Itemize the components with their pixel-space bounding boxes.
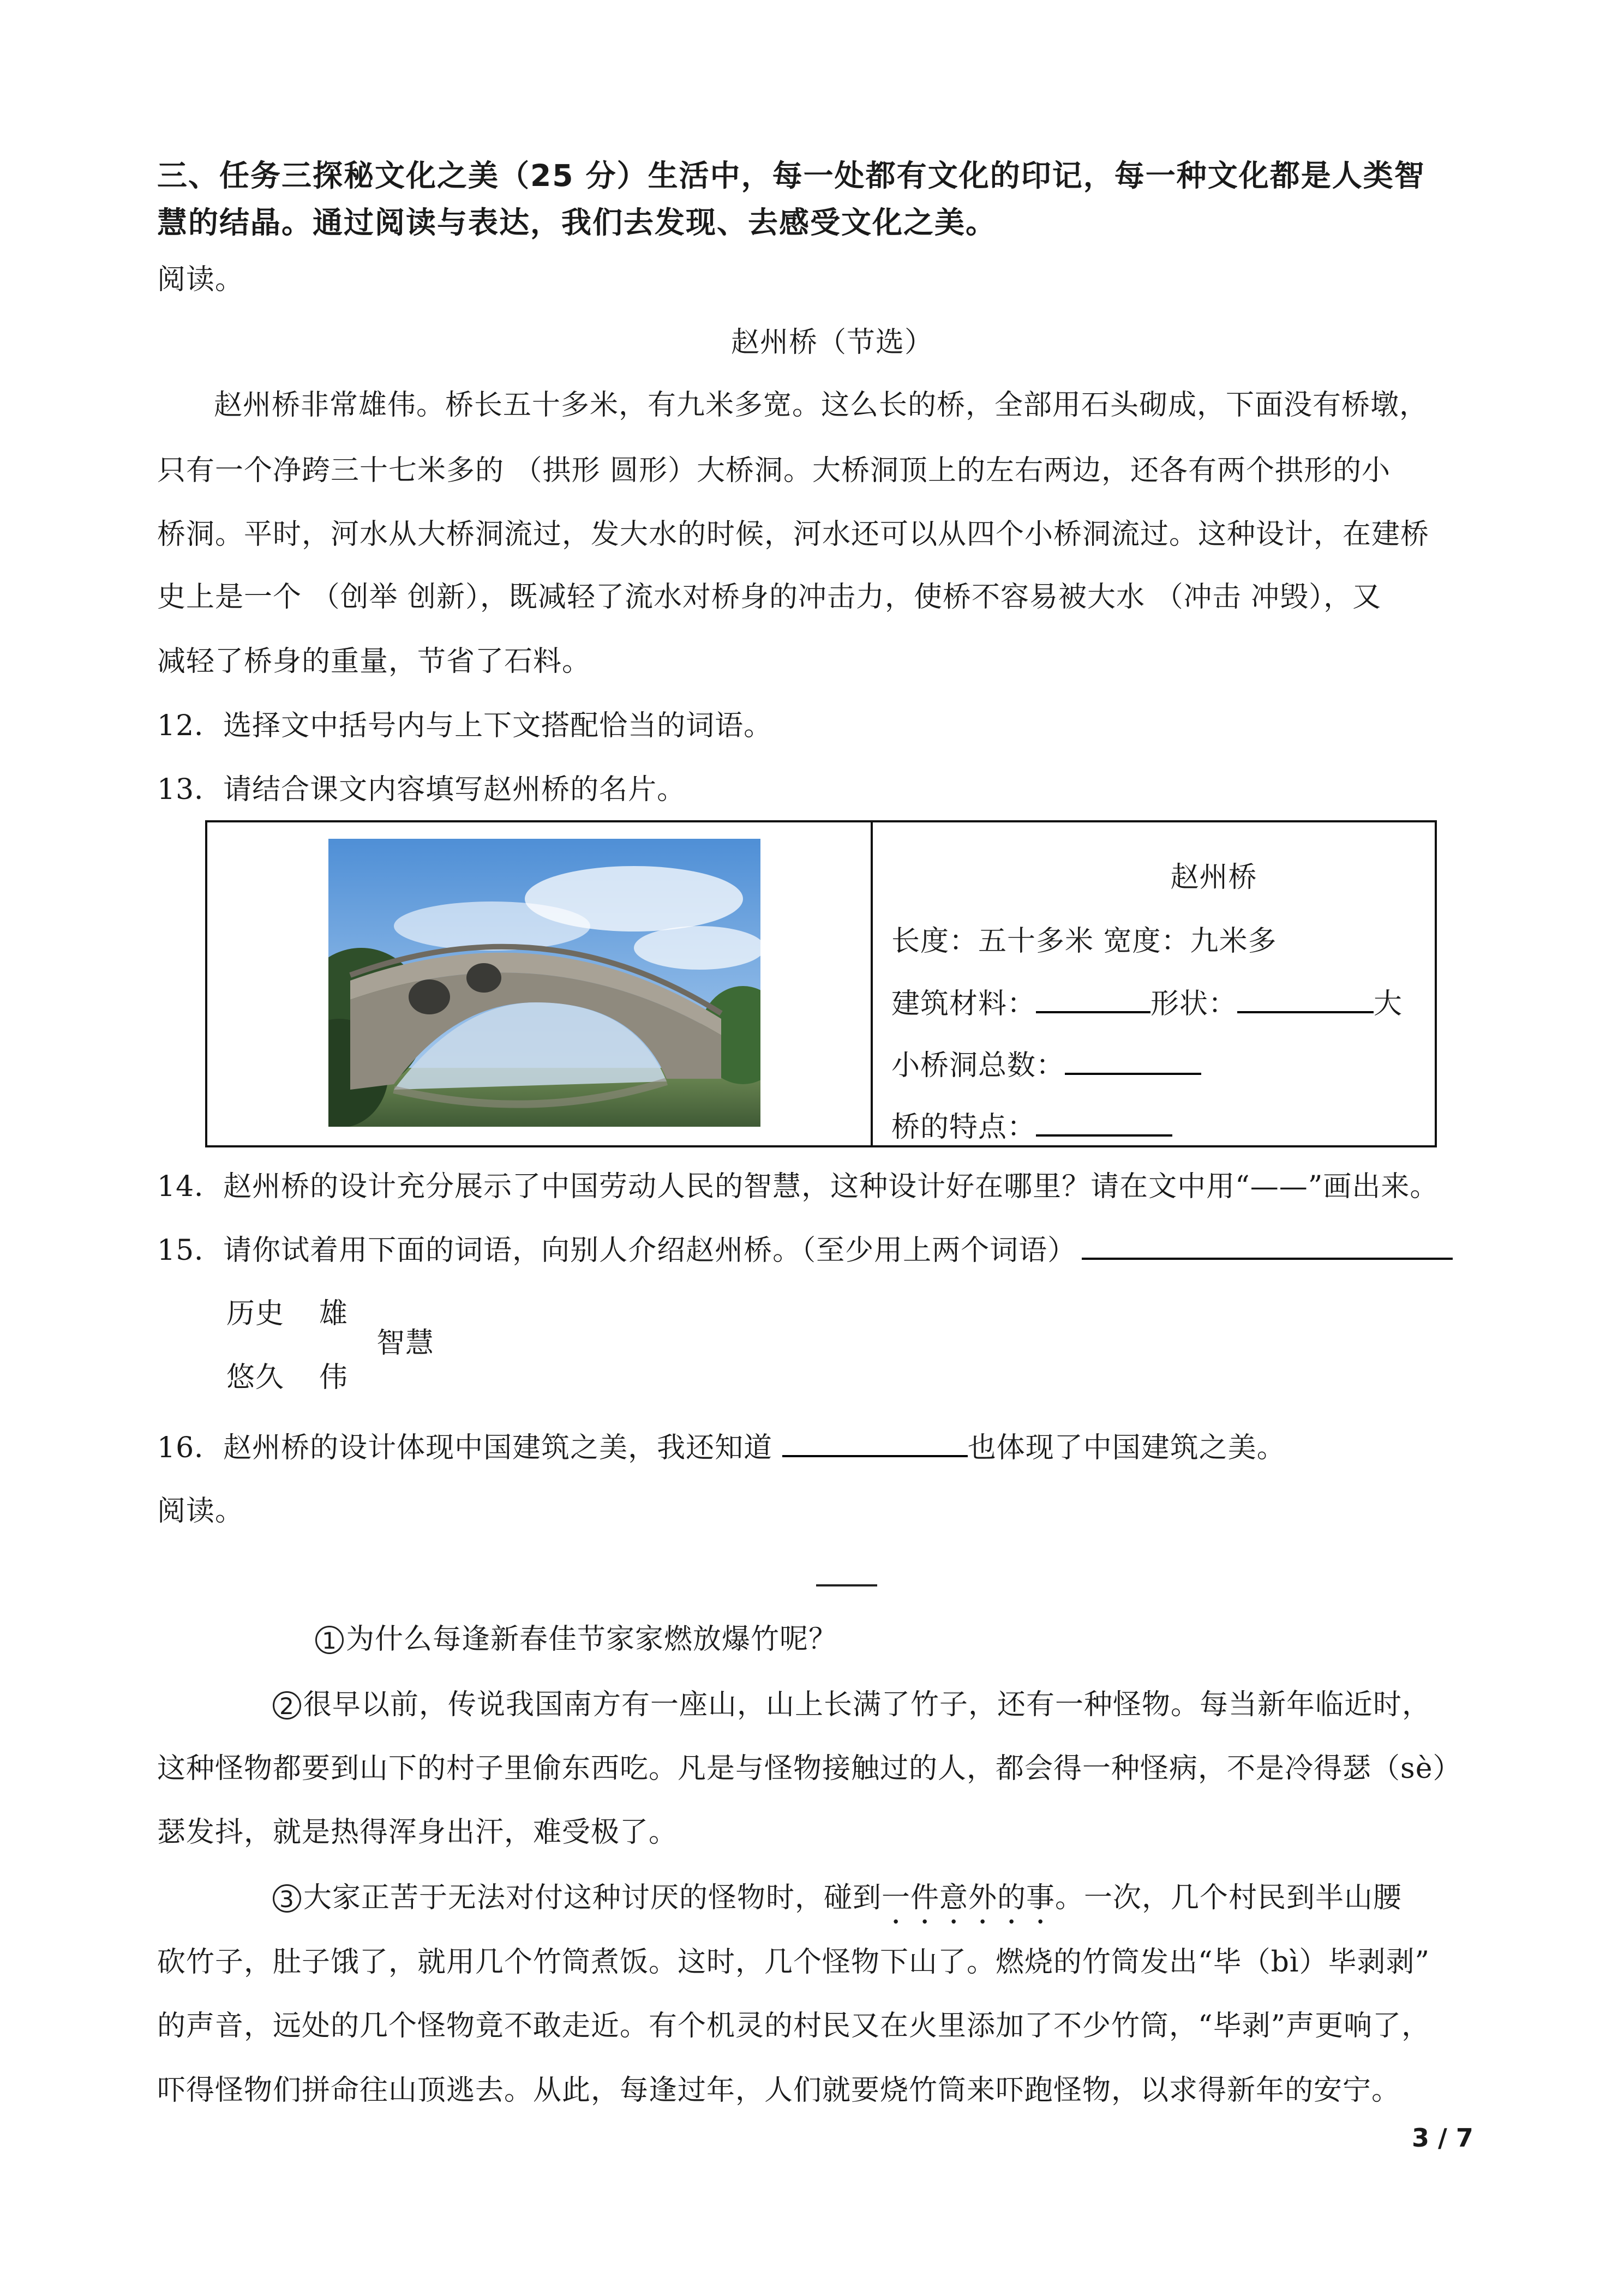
passage-line: 减轻了桥身的重量，节省了石料。: [157, 645, 591, 678]
card-bridge-name: 赵州桥: [1170, 861, 1257, 894]
small-holes-label: 小桥洞总数：: [891, 1049, 1065, 1082]
section-heading-line1: 三、任务三探秘文化之美（25 分）生活中，每一处都有文化的印记，每一种文化都是人类智: [157, 158, 1425, 193]
shape-blank[interactable]: [1237, 985, 1374, 1013]
feature-blank[interactable]: [1036, 1108, 1172, 1137]
question-13: 13．请结合课文内容填写赵州桥的名片。: [157, 773, 686, 806]
card-divider: [871, 822, 873, 1145]
shape-suffix: 大: [1374, 988, 1403, 1020]
passage-line: 桥洞。平时，河水从大桥洞流过，发大水的时候，河水还可以从四个小桥洞流过。这种设计，在建桥: [157, 518, 1430, 551]
paragraph-3-line2: 砍竹子，肚子饿了，就用几个竹筒煮饭。这时，几个怪物下山了。燃烧的竹筒发出“毕（bì）毕剥剥”: [157, 1946, 1430, 1979]
question-16: [157, 1425, 1286, 1465]
question-14: 14．赵州桥的设计充分展示了中国劳动人民的智慧，这种设计好在哪里？请在文中用“——”画出来。: [157, 1170, 1439, 1203]
paragraph-3-text-a: 大家正苦于无法对付这种讨厌的怪物时，碰到: [303, 1882, 882, 1914]
paragraph-2-text: 很早以前，传说我国南方有一座山，山上长满了竹子，还有一种怪物。每当新年临近时，: [303, 1688, 1431, 1721]
material-blank[interactable]: [1036, 985, 1150, 1013]
paragraph-number-2: 2: [273, 1691, 301, 1720]
material-label: 建筑材料：: [891, 988, 1036, 1020]
paragraph-2-line1: [273, 1681, 1431, 1722]
bridge-name-card: [205, 820, 1437, 1147]
card-material-row: [891, 981, 1403, 1021]
word-youjiu: 悠久: [226, 1361, 285, 1394]
card-feature-row: [891, 1104, 1172, 1145]
passage-line: 史上是一个 （创举 创新），既减轻了流水对桥身的冲击力，使桥不容易被大水 （冲击 冲毁），又: [157, 581, 1382, 614]
paragraph-1: [315, 1616, 837, 1657]
question-16-blank[interactable]: [782, 1429, 968, 1457]
page-number: 3 / 7: [1412, 2123, 1473, 2153]
passage-line: 只有一个净跨三十七米多的 （拱形 圆形）大桥洞。大桥洞顶上的左右两边，还各有两个拱形的小: [157, 454, 1391, 487]
paragraph-2-line3: 瑟发抖，就是热得浑身出汗，难受极了。: [157, 1816, 678, 1849]
zhaozhou-bridge-photo: [328, 839, 760, 1127]
paragraph-3-line3: 的声音，远处的几个怪物竟不敢走近。有个机灵的村民又在火里添加了不少竹筒，“毕剥”声更响了，: [157, 2010, 1431, 2042]
feature-label: 桥的特点：: [891, 1111, 1036, 1144]
reading-title: 赵州桥（节选）: [731, 326, 934, 359]
reading-label: 阅读。: [157, 263, 244, 296]
paragraph-number-3: 3: [273, 1884, 301, 1913]
question-12: 12．选择文中括号内与上下文搭配恰当的词语。: [157, 710, 773, 742]
paragraph-1-text: 为什么每逢新春佳节家家燃放爆竹呢？: [346, 1623, 838, 1656]
paragraph-number-1: 1: [315, 1626, 344, 1654]
word-xiong: 雄: [319, 1297, 349, 1330]
question-15-answer-blank[interactable]: [1082, 1231, 1453, 1260]
paragraph-3-line1: [273, 1874, 1402, 1931]
question-15: [157, 1227, 1453, 1268]
passage-line: 赵州桥非常雄伟。桥长五十多米，有九米多宽。这么长的桥，全部用石头砌成，下面没有桥墩，: [214, 389, 1429, 422]
small-holes-blank[interactable]: [1065, 1047, 1201, 1075]
paragraph-3-line4: 吓得怪物们拼命往山顶逃去。从此，每逢过年，人们就要烧竹筒来吓跑怪物，以求得新年的安宁。: [157, 2074, 1401, 2107]
question-16-suffix: 也体现了中国建筑之美。: [967, 1432, 1286, 1464]
shape-label: 形状：: [1150, 988, 1238, 1020]
question-16-prefix: 16．赵州桥的设计体现中国建筑之美，我还知道: [157, 1432, 782, 1464]
word-zhihui: 智慧: [376, 1327, 435, 1360]
section-heading-line2: 慧的结晶。通过阅读与表达，我们去发现、去感受文化之美。: [157, 205, 997, 240]
paragraph-3-text-c: 。一次，几个村民到半山腰: [1055, 1882, 1403, 1914]
word-wei: 伟: [319, 1361, 349, 1394]
question-15-text: 15．请你试着用下面的词语，向别人介绍赵州桥。（至少用上两个词语）: [157, 1234, 1077, 1267]
word-lishi: 历史: [226, 1297, 285, 1330]
reading2-label: 阅读。: [157, 1495, 244, 1528]
paragraph-2-line2: 这种怪物都要到山下的村子里偷东西吃。凡是与怪物接触过的人，都会得一种怪病，不是冷得瑟（sè）: [157, 1752, 1462, 1785]
card-size-line: 长度：五十多米 宽度：九米多: [891, 925, 1277, 958]
card-small-holes-row: [891, 1042, 1201, 1083]
emphasized-phrase: 一件意外的事: [882, 1882, 1056, 1914]
reading2-title-blank[interactable]: [816, 1584, 877, 1586]
